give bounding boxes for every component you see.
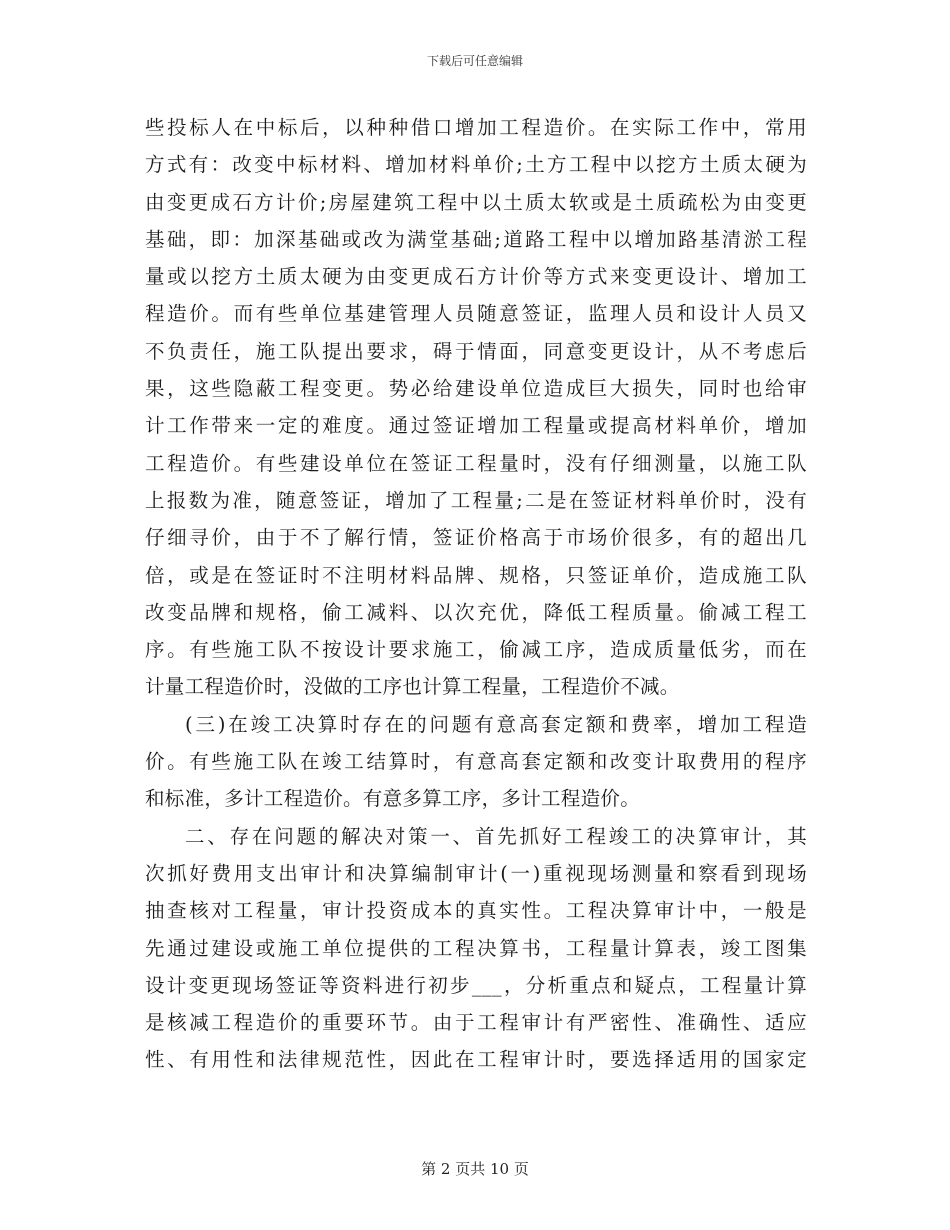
text-line: 程造价。而有些单位基建管理人员随意签证，监理人员和设计人员又 <box>145 302 807 326</box>
text-line: 上报数为准，随意签证，增加了工程量;二是在签证材料单价时，没有 <box>145 488 807 512</box>
text-line: 量或以挖方土质太硬为由变更成石方计价等方式来变更设计、增加工 <box>145 265 807 289</box>
text-line: 和标准，多计工程造价。有意多算工序，多计工程造价。 <box>145 787 641 811</box>
text-line: 价。有些施工队在竣工结算时，有意高套定额和改变计取费用的程序 <box>145 750 807 774</box>
text-line: 次抓好费用支出审计和决算编制审计(一)重视现场测量和察看到现场 <box>145 861 807 885</box>
text-line: 些投标人在中标后，以种种借口增加工程造价。在实际工作中，常用 <box>145 116 807 139</box>
text-line: 二、存在问题的解决对策一、首先抓好工程竣工的决算审计，其 <box>185 824 807 848</box>
text-line: 是核减工程造价的重要环节。由于工程审计有严密性、准确性、适应 <box>145 1011 807 1035</box>
paragraph <box>145 818 807 1079</box>
text-line: 计工作带来一定的难度。通过签证增加工程量或提高材料单价，增加 <box>145 414 807 438</box>
text-line: 果，这些隐蔽工程变更。势必给建设单位造成巨大损失，同时也给审 <box>145 377 807 401</box>
text-line: (三)在竣工决算时存在的问题有意高套定额和费率，增加工程造 <box>185 712 807 736</box>
document-body <box>145 109 807 1079</box>
page-header-note: 下载后可任意编辑 <box>426 54 523 68</box>
text-line: 倍，或是在签证时不注明材料品牌、规格，只签证单价，造成施工队 <box>145 563 807 587</box>
text-line: 序。有些施工队不按设计要求施工，偷减工序，造成质量低劣，而在 <box>145 638 807 662</box>
text-line: 工程造价。有些建设单位在签证工程量时，没有仔细测量，以施工队 <box>145 451 807 475</box>
text-line: 仔细寻价，由于不了解行情，签证价格高于市场价很多，有的超出几 <box>145 526 807 550</box>
paragraph <box>145 109 807 706</box>
text-line: 改变品牌和规格，偷工减料、以次充优，降低工程质量。偷减工程工 <box>145 600 807 624</box>
text-line: 抽查核对工程量，审计投资成本的真实性。工程决算审计中，一般是 <box>145 899 807 923</box>
text-line: 性、有用性和法律规范性，因此在工程审计时，要选择适用的国家定 <box>145 1048 807 1072</box>
paragraph <box>145 706 807 818</box>
text-line: 基础，即：加深基础或改为满堂基础;道路工程中以增加路基清淤工程 <box>145 227 807 251</box>
text-line: 不负责任，施工队提出要求，碍于情面，同意变更设计，从不考虑后 <box>145 339 807 363</box>
text-line: 方式有：改变中标材料、增加材料单价;土方工程中以挖方土质太硬为 <box>145 153 807 177</box>
text-line: 设计变更现场签证等资料进行初步___，分析重点和疑点，工程量计算 <box>145 973 807 997</box>
text-line: 计量工程造价时，没做的工序也计算工程量，工程造价不减。 <box>145 675 680 699</box>
page-number-footer: 第 2 页共 10 页 <box>421 1160 529 1178</box>
text-line: 由变更成石方计价;房屋建筑工程中以土质太软或是土质疏松为由变更 <box>145 190 807 214</box>
text-line: 先通过建设或施工单位提供的工程决算书，工程量计算表，竣工图集 <box>145 936 807 960</box>
